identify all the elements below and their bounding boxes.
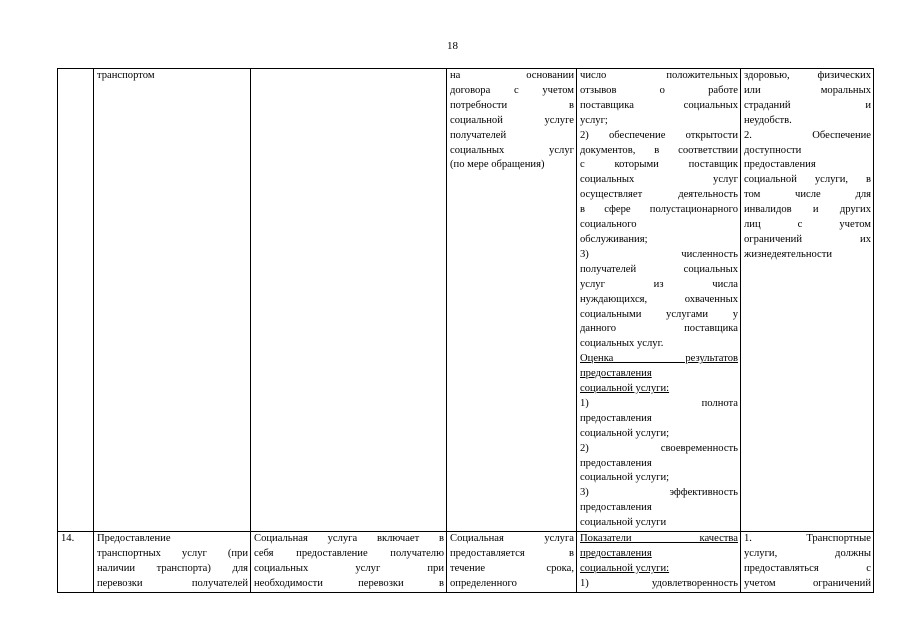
service-description — [254, 532, 444, 592]
service-timing — [450, 532, 574, 592]
service-conditions — [744, 69, 871, 263]
service-conditions-cell — [741, 532, 874, 593]
quality-indicators — [580, 69, 738, 531]
quality-indicators-cell — [577, 69, 741, 532]
text-line: транспортом — [97, 70, 155, 81]
text-line: предоставления — [580, 502, 652, 514]
text-line: 2. Обеспечение — [744, 129, 871, 141]
services-table — [57, 68, 874, 593]
text-line: здоровью, физических — [744, 70, 871, 81]
quality-indicators — [580, 532, 738, 592]
text-line: социальной услуги; — [580, 427, 670, 439]
text-line: доступности — [744, 144, 802, 156]
service-description-cell — [251, 69, 447, 532]
text-line: 1. Транспортные — [744, 533, 871, 545]
text-line: услуги, должны — [744, 548, 871, 559]
table-row — [58, 69, 874, 532]
text-line: в сфере полустационарного — [580, 204, 738, 216]
text-line: осуществляет деятельность — [580, 189, 738, 201]
text-line: необходимости перевозки в — [254, 577, 444, 589]
text-line: социальной услуги — [580, 517, 667, 529]
text-line: предоставления — [580, 548, 652, 559]
row-number-cell — [58, 69, 94, 532]
text-line: лиц с учетом — [744, 219, 871, 231]
text-line: том числе для — [744, 189, 871, 201]
text-line: документов, в соответствии — [580, 144, 738, 156]
text-line: социальной услуги: — [580, 383, 670, 395]
text-line: договора с учетом — [450, 84, 574, 96]
service-name-cell — [94, 532, 251, 593]
service-name — [97, 69, 248, 84]
service-name-cell — [94, 69, 251, 532]
text-line: учетом ограничений — [744, 577, 871, 589]
text-line: Оценка результатов — [580, 353, 738, 365]
text-line: транспортных услуг (при — [97, 548, 248, 559]
text-line: обслуживания; — [580, 233, 648, 245]
text-line: социальной услуги; — [580, 472, 670, 484]
text-line: социальных услуг при — [254, 562, 444, 574]
service-description-cell — [251, 532, 447, 593]
service-name — [97, 532, 248, 592]
text-line: потребности в — [450, 99, 574, 111]
service-timing — [450, 69, 574, 173]
text-line: 2) обеспечение открытости — [580, 129, 738, 141]
text-line: с которыми поставщик — [580, 159, 738, 171]
text-line: Показатели качества — [580, 533, 738, 545]
text-line: предоставляться с — [744, 562, 871, 574]
row-number: 14. — [61, 533, 75, 545]
text-line: предоставления — [580, 457, 652, 469]
text-line: предоставления — [744, 159, 816, 171]
page-number: 18 — [447, 40, 458, 52]
service-conditions-cell — [741, 69, 874, 532]
text-line: отзывов о работе — [580, 84, 738, 96]
text-line: социальных услуг — [580, 174, 738, 186]
text-line: инвалидов и других — [744, 204, 871, 216]
text-line: услуг; — [580, 114, 608, 126]
text-line: страданий и — [744, 99, 871, 111]
text-line: жизнедеятельности — [744, 248, 833, 260]
text-line: Социальная услуга включает в — [254, 533, 444, 545]
text-line: социальной услуги, в — [744, 174, 871, 186]
text-line: 2) своевременность — [580, 442, 738, 454]
text-line: поставщика социальных — [580, 99, 738, 111]
text-line: Предоставление — [97, 533, 171, 545]
text-line: социальной услуге — [450, 114, 574, 126]
text-line: социальными услугами у — [580, 308, 738, 320]
service-timing-cell — [447, 532, 577, 593]
service-timing-cell — [447, 69, 577, 532]
text-line: или моральных — [744, 84, 871, 96]
text-line: неудобств. — [744, 114, 792, 126]
text-line: Социальная услуга — [450, 533, 574, 545]
text-line: предоставления — [580, 412, 652, 424]
text-line: (по мере обращения) — [450, 159, 545, 171]
text-line: 1) удовлетворенность — [580, 577, 738, 589]
text-line: определенного — [450, 577, 517, 589]
text-line: 3) эффективность — [580, 487, 738, 499]
text-line: число положительных — [580, 70, 738, 81]
text-line: 1) полнота — [580, 397, 738, 409]
service-conditions — [744, 532, 871, 592]
text-line: услуг из числа — [580, 278, 738, 290]
text-line: социальных услуг — [450, 144, 574, 156]
text-line: ограничений их — [744, 233, 871, 245]
text-line: предоставления — [580, 368, 652, 380]
text-line: нуждающихся, охваченных — [580, 293, 738, 305]
text-line: предоставляется в — [450, 548, 574, 559]
text-line: социального — [580, 219, 637, 231]
row-number-cell — [58, 532, 94, 593]
text-line: данного поставщика — [580, 323, 738, 335]
table-row — [58, 532, 874, 593]
text-line: наличии транспорта) для — [97, 562, 248, 574]
text-line: получателей социальных — [580, 263, 738, 275]
text-line: себя предоставление получателю — [254, 548, 444, 559]
quality-indicators-cell — [577, 532, 741, 593]
text-line: на основании — [450, 70, 574, 81]
text-line: социальных услуг. — [580, 338, 664, 350]
text-line: получателей — [450, 129, 507, 141]
text-line: течение срока, — [450, 562, 574, 574]
text-line: социальной услуги: — [580, 562, 670, 574]
text-line: перевозки получателей — [97, 577, 248, 589]
text-line: 3) численность — [580, 248, 738, 260]
